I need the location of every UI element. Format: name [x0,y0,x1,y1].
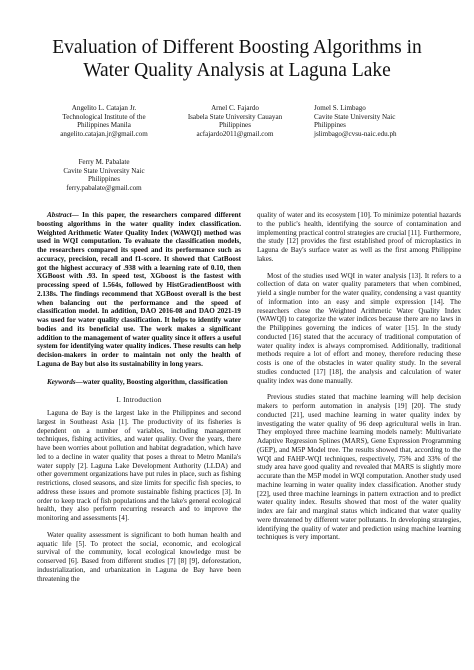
author-name: Jomel S. Limbago [314,104,366,112]
author-email: jslimbago@cvsu-naic.edu.ph [314,129,397,138]
author-affiliation: Philippines Manila [77,121,131,130]
author-block-2 [170,104,300,138]
section-heading: I. Introduction [116,395,162,405]
author-email: ferry.pabalate@gmail.com [66,183,142,192]
abstract [37,211,241,369]
author-block-1 [40,104,168,138]
keywords-label: Keywords— [47,377,83,386]
author-name: Arnel C. Fajardo [211,104,259,112]
abstract-text: In this paper, the researchers compared different boosting algorithms in the water quality index classification. Weighted Arithmetic Water Quality Index (WAWQI) method was used in WQI computation. To evaluate the classification models, the researchers compared its speed and its performance such as accuracy, precision, recall and f1-score. It showed that CatBoost got the highest accuracy of .938 with a learning rate of 0.10, then XGBoost with .93. In speed test, XGboost is the fastest with processing speed of 1.564s, followed by HistGradientBoost with 2.138s. The findings recommend that XGBoost overall is the best when balancing out the performance and the speed of classification model. In addition, DAO 2016-08 and DAO 2021-19 was used for water quality classification. It helps to identify water bodies and its beneficial use. The work makes a significant addition to the management of water quality since it offers a useful system for identifying water quality indices. These results can help decision-makers in order to maintain not only the health of Laguna de Bay but also its sustainability in long years. [37,211,241,368]
author-affiliation: Philippines [88,175,120,184]
left-column [37,211,241,583]
author-affiliation: Technological Institute of the [62,112,146,121]
author-affiliation: Cavite State University Naic [63,166,145,175]
author-email: acfajardo2011@gmail.com [196,129,274,138]
title-line-2: Water Quality Analysis at Laguna Lake [83,60,391,81]
body-paragraph: Water quality assessment is significant to both human health and aquatic life [5]. To protect the social, economic, and ecological survival of the community, local ecological knowledge must be conserved [6]. Based from different studies [7] [8] [9], deforestation, industrialization, and urbanization in Laguna de Bay have been threatening the [37,530,241,583]
title-line-1: Evaluation of Different Boosting Algorithms in [52,37,422,58]
author-affiliation: Philippines [314,121,346,130]
keywords-text: water quality, Boosting algorithm, classification [82,377,228,386]
body-paragraph: Laguna de Bay is the largest lake in the Philippines and second largest in Southeast Asia [1]. The productivity of its fisheries is dependent on a number of variables, including management techniques, fishing activities, and water quality. Over the years, there have been worries about pollution and habitat degradation, which have led to a decline in water quality that poses a threat to Metro Manila's water supply [2]. Laguna Lake Development Authority (LLDA) and other government organizations have put rules in place, such as fishing restrictions, closed seasons, and size limits for specific fish species, to address these issues and promote sustainable fishing practices [3]. In order to keep track of fish populations and the lake's general ecological health, they also perform recurring research and to improve the monitoring and assessments [4]. [37,409,241,522]
body-paragraph: Most of the studies used WQI in water analysis [13]. It refers to a collection of data on water quality parameters that when combined, yield a single number for the water quality, condensing a vast quantity of information into an easy and simple expression [14]. The researchers chose the Weighted Arithmetic Water Quality Index (WAWQI) to categorize the water indices because there are no laws in the Philippines governing the indices of water [15]. In the study conducted [16] stated that the accuracy of traditional computation of water quality index is always compromised. Additionally, traditional methods require a lot of effort and money, therefore reducing these costs is one of the obstacles in water quality study. In the several studies conducted [17] [18], the analysis and calculation of water quality index was done manually. [257,271,461,385]
author-name: Angelito L. Catajan Jr. [71,104,137,112]
author-email: angelito.catajan.jr@gmail.com [60,129,148,138]
author-affiliation: Cavite State University Naic [314,112,396,121]
author-block-4 [40,158,168,192]
paper-title [30,36,444,82]
body-paragraph: quality of water and its ecosystem [10]. To minimize potential hazards to the public's health, identifying the source of contamination and implementing practical control strategies are crucial [11]. Furthermore, the study [12] provides the first established proof of microplastics in Laguna de Bay's surface water as well as the first among Philippine lakes. [257,211,461,263]
right-column [257,211,461,542]
body-paragraph: Previous studies stated that machine learning will help decision makers to perform automation in analysis [19] [20]. The study conducted [21], used machine learning in water quality index by investigating the water quality of 96 deep agricultural wells in Iran. They employed three machine learning models namely: Multivariate Adaptive Regression Splines (MARS), Gene Expression Programming (GEP), and M5P Model tree. The results showed that, according to the WQI and FAHP-WQI techniques, respectively, 75% and 33% of the study area have good quality and revealed that MARS is slightly more accurate than the M5P model in WQI computation. Another study used machine learning in water quality index classification. Another study [22], used three machine learnings in pattern extraction and to predict water quality index. Results showed that most of the water quality index are fair and marginal status which indicated that water quality were threatened by different water pollutants. In developing strategies, identifying the quality of water and prediction using machine learning techniques is very important. [257,393,461,542]
keywords [37,378,241,387]
abstract-label: Abstract— [47,211,79,219]
author-name: Ferry M. Pabalate [78,158,130,166]
author-affiliation: Philippines [219,121,251,130]
author-block-3 [314,104,434,138]
author-affiliation: Isabela State University Cauayan [187,112,283,121]
